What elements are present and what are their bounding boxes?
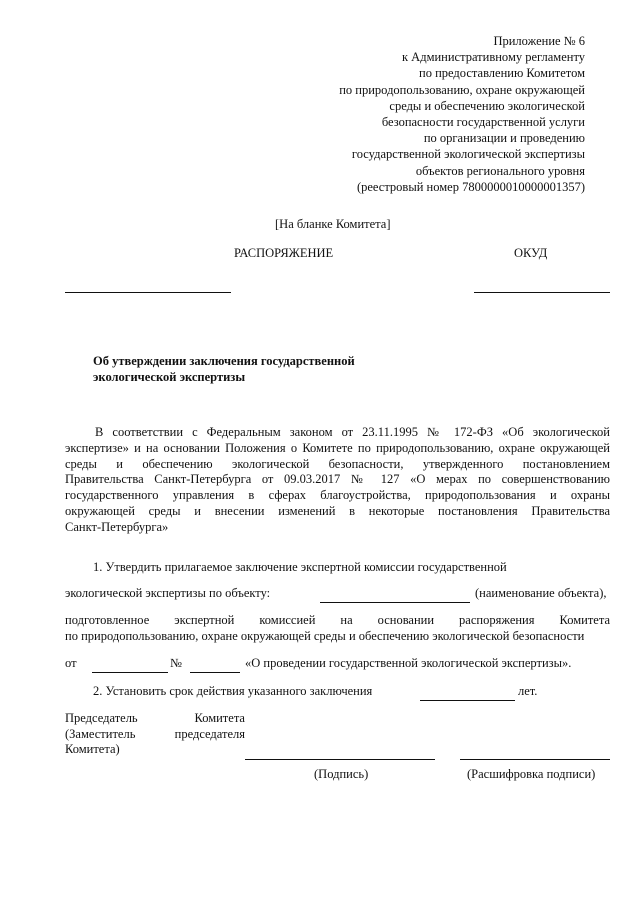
appendix-line: (реестровый номер 7800000010000001357) — [356, 179, 585, 194]
appendix-line: государственной экологической экспертизы — [351, 147, 585, 162]
preamble-line: экспертизе» и на основании Положения о Комитете по природопользованию, охране окружающей — [65, 440, 610, 455]
item1-line1: 1. Утвердить прилагаемое заключение экспертной комиссии государственной — [93, 560, 507, 574]
signature-field[interactable] — [245, 759, 435, 760]
item1-number-label: № — [170, 656, 182, 670]
item1-line4: по природопользованию, охране окружающей среды и обеспечению экологической безопасности — [65, 629, 585, 643]
appendix-line: к Административному регламенту — [401, 50, 585, 65]
item1-from-label: от — [65, 656, 77, 670]
item2-suffix: лет. — [518, 684, 538, 698]
item1-order-title: «О проведении государственной экологической экспертизы». — [245, 656, 572, 670]
signatory-block — [65, 711, 245, 758]
signature-decode-field[interactable] — [460, 759, 610, 760]
validity-years-field[interactable] — [420, 700, 515, 701]
appendix-line: Приложение № 6 — [493, 34, 585, 48]
signatory-title: Комитета) — [65, 742, 120, 756]
item1-object-label: экологической экспертизы по объекту: — [65, 586, 271, 600]
subject-line: Об утверждении заключения государственной — [93, 354, 355, 368]
appendix-line: среды и обеспечению экологической — [389, 98, 585, 113]
signatory-title: Председатель — [65, 711, 138, 725]
document-type: РАСПОРЯЖЕНИЕ — [234, 246, 334, 260]
preamble — [65, 425, 610, 536]
signatory-title: председателя — [174, 726, 245, 741]
preamble-line: среды и обеспечению экологической безопасности, утвержденного постановлением — [65, 456, 610, 471]
order-number-field[interactable] — [190, 672, 240, 673]
appendix-block — [255, 33, 585, 195]
signature-decode-label: (Расшифровка подписи) — [467, 767, 596, 781]
order-date-field[interactable] — [92, 672, 168, 673]
preamble-line: В соответствии с Федеральным законом от 23.11.1995 № 172-ФЗ «Об экологической — [95, 425, 610, 439]
preamble-line: государственного управления в сферах благоустройства, природопользования и охраны — [65, 488, 610, 503]
number-line[interactable] — [474, 292, 610, 293]
item2-text: 2. Установить срок действия указанного заключения — [93, 684, 373, 698]
object-name-field[interactable] — [320, 602, 470, 603]
signatory-title: Комитета — [194, 711, 245, 725]
okud-label: ОКУД — [514, 246, 548, 260]
preamble-line: Санкт-Петербурга» — [65, 519, 169, 534]
subject-line: экологической экспертизы — [93, 370, 246, 384]
item1-line3: подготовленное экспертной комиссией на основании распоряжения Комитета — [65, 613, 610, 627]
preamble-line: окружающей среды и внесении изменений в некоторые постановления Правительства — [65, 503, 610, 518]
date-line[interactable] — [65, 292, 231, 293]
signatory-title: (Заместитель — [65, 726, 136, 741]
signature-label: (Подпись) — [314, 767, 369, 781]
preamble-line: Правительства Санкт-Петербурга от 09.03.2017 № 127 «О мерах по совершенствованию — [65, 472, 610, 487]
item1-object-hint: (наименование объекта), — [475, 586, 607, 600]
appendix-line: по предоставлению Комитетом — [419, 66, 585, 81]
letterhead-note: [На бланке Комитета] — [275, 217, 391, 231]
appendix-line: по природопользованию, охране окружающей — [339, 82, 585, 97]
document-subject — [93, 353, 355, 385]
appendix-line: по организации и проведению — [423, 131, 585, 146]
appendix-line: безопасности государственной услуги — [381, 115, 585, 130]
appendix-line: объектов регионального уровня — [415, 163, 585, 178]
